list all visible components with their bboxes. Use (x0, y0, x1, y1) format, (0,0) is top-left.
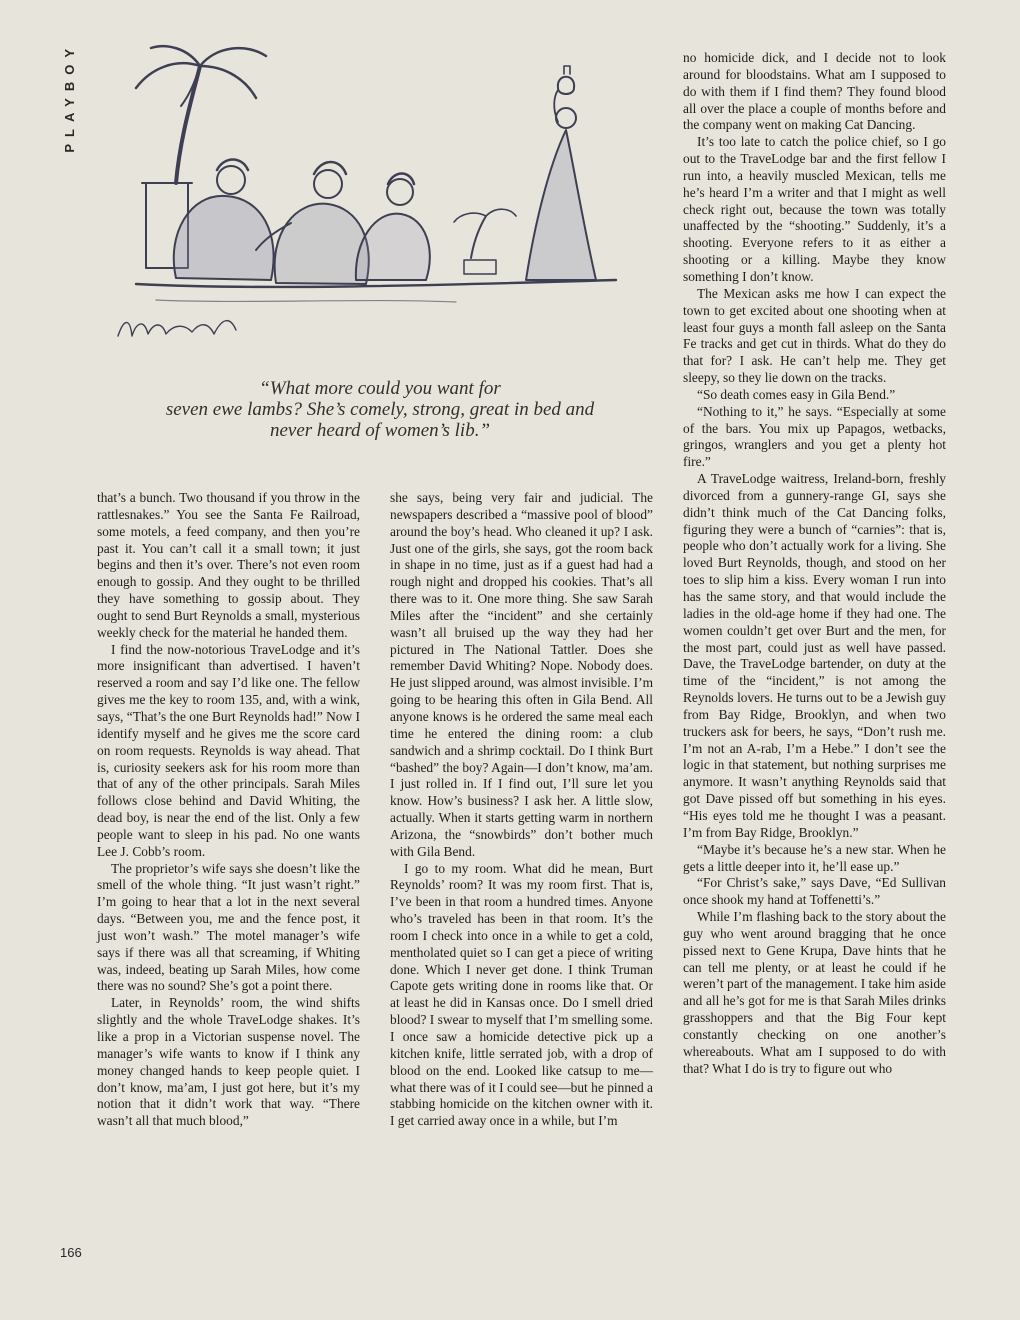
paragraph: While I’m flashing back to the story about the guy who went around bragging that he once pissed next to Gene Krupa, Dave hints that he can tell me plenty, or at least he could if he weren’t part of the management. I take him aside and all he’s got for me is that Sarah Miles drinks grasshoppers and that the Big Four kept constantly checking on one another’s whereabouts. What am I supposed to do with that? What I do is try to figure out who (683, 909, 946, 1076)
paragraph: “For Christ’s sake,” says Dave, “Ed Sullivan once shook my hand at Toffenetti’s.” (683, 875, 946, 908)
masthead: PLAYBOY (62, 42, 77, 153)
caption-line: never heard of women’s lib.” (269, 420, 491, 441)
paragraph: I find the now-notorious TraveLodge and it’s more insignificant than advertised. I haven’t reserved a room and say I’d like one. The fellow gives me the key to room 135, and, with a wink, says, “That’s the one Burt Reynolds had!” Now I identify myself and he gives me the score card on room requests. Reynolds is way ahead. That is, curiosity seekers ask for his room more than that of any of the other principals. Sarah Miles follows close behind and David Whiting, the dead boy, is near the end of the list. Only a few people want to sleep in his pad. No one wants Lee J. Cobb’s room. (97, 641, 360, 859)
paragraph: A TraveLodge waitress, Ireland-born, freshly divorced from a gunnery-range GI, says she didn’t think much of the Cat Dancing folks, figuring they were a bunch of “carnies”: that is, people who don’t actually work for a living. She loved Burt Reynolds, though, and stood on her toes to slip him a kiss. Every woman I run into has the same story, and that would include the ladies in the old-age home if they had one. The women couldn’t get over Burt and the men, for the most part, could just as well have passed. Dave, the TraveLodge bartender, on duty at the time of the “incident,” is not among the Reynolds lovers. He turns out to be a Jewish guy from Bay Ridge, Brooklyn, and when two truckers ask for beers, he says, “Don’t rush me. I’m not an A-rab, I’m a Hebe.” I don’t see the logic in that statement, but nothing surprises me anymore. It wasn’t anything Reynolds said that got Dave pissed off but something in his eyes. “His eyes told me he thought I was a peasant. I’m from Bay Ridge, Brooklyn.” (683, 471, 946, 840)
paragraph: no homicide dick, and I decide not to look around for bloodstains. What am I supposed to do with them if I find them? They found blood all over the place a couple of months before and the company went on making Cat Dancing. (683, 50, 946, 133)
paragraph: I go to my room. What did he mean, Burt Reynolds’ room? It was my room first. That is, I’ve been in that room a hundred times. Anyone who’s traveled has been in that room. It’s the room I check into once in a while to get a cold, mentholated quiet so I can get a piece of writing done. Which I never get done. I think Truman Capote gets writing done in rooms like that. Or at least he did in Kansas once. Do I smell dried blood? I swear to myself that I’m smelling some. I once saw a homicide detective pick up a kitchen knife, little serrated job, with a drop of blood on the end. Looked like catsup to me—what there was of it I could see—but he pinned a stabbing homicide on the kitchen owner with it. I get carried away once in a while, but I’m (390, 860, 653, 1129)
cartoon-caption (120, 378, 640, 441)
paragraph: she says, being very fair and judicial. The newspapers described a “massive pool of blood” around the boy’s head. Who cleaned it up? I ask. Just one of the girls, she says, got the room back in shape in no time, just as if a guest had had a rough night and dropped his cookies. That’s all there was to it. One more thing. She saw Sarah Miles after the “incident” and she certainly wasn’t all bruised up the way they had her pictured in The National Tattler. Does she remember David Whiting? Nope. Nobody does. He just slipped around, was almost invisible. I’m going to be hearing this often in Gila Bend. All anyone knows is he ordered the same meal each time he entered the dining room: a club sandwich and a shrimp cocktail. Do I think Burt “bashed” the boy? Again—I don’t know, ma’am. I just rolled in. If I find out, I’ll sure let you know. How’s business? I ask her. A little slow, actually. When it starts getting warm in northern Arizona, the “snowbirds” don’t bother much with Gila Bend. (390, 490, 653, 859)
paragraph: The Mexican asks me how I can expect the town to get excited about one shooting when at least four guys a month fall asleep on the Santa Fe tracks and get cut in thirds. What do they do that for? I ask. He can’t help me. They get sleepy, so they lie down on the tracks. (683, 285, 946, 386)
cartoon-illustration (96, 18, 656, 358)
paragraph: Later, in Reynolds’ room, the wind shifts slightly and the whole TraveLodge shakes. It’s like a prop in a Victorian suspense novel. The manager’s wife wants to know if I think any money changed hands to keep people quiet. I don’t know, ma’am, I just got here, but it’s my notion that it didn’t work that way. “There wasn’t all that much blood,” (97, 995, 360, 1129)
caption-line: seven ewe lambs? She’s comely, strong, great in bed and (165, 399, 595, 420)
article-column-2 (390, 490, 653, 1130)
paragraph: It’s too late to catch the police chief, so I go out to the TraveLodge bar and the first fellow I run into, a heavily muscled Mexican, tells me he’s heard I’m a writer and that I might as well check right out, because the town was totally unaffected by the “shooting.” Suddenly, it’s a shooting. Everyone refers to it as either a shooting or a killing. Maybe they know something I don’t know. (683, 134, 946, 284)
article-column-3 (683, 50, 946, 1077)
caption-line: “What more could you want for (259, 378, 501, 399)
article-column-1 (97, 490, 360, 1130)
paragraph: “Maybe it’s because he’s a new star. When he gets a little deeper into it, he’ll ease up.” (683, 841, 946, 874)
paragraph: “Nothing to it,” he says. “Especially at some of the bars. You mix up Papagos, wetbacks, gringos, wranglers and you get a plenty hot fire.” (683, 403, 946, 470)
paragraph: “So death comes easy in Gila Bend.” (697, 386, 896, 402)
paragraph: The proprietor’s wife says she doesn’t like the smell of the whole thing. “It just wasn’t right.” I’m going to hear that a lot in the next several days. “Between you, me and the fence post, it just won’t wash.” The motel manager’s wife says if there was all that screaming, if Whiting was, indeed, beating up Sarah Miles, how come there was no sound? She’s got a point there. (97, 860, 360, 994)
page-number: 166 (60, 1245, 82, 1260)
paragraph: that’s a bunch. Two thousand if you throw in the rattlesnakes.” You see the Santa Fe Railroad, some motels, a feed company, and then you’re past it. You can’t call it a small town; it just begins and then it’s over. There’s not even room enough to gossip. And they ought to be thrilled they have something to gossip about. They ought to send Burt Reynolds a small, mysterious weekly check for the material he handed them. (97, 490, 360, 640)
